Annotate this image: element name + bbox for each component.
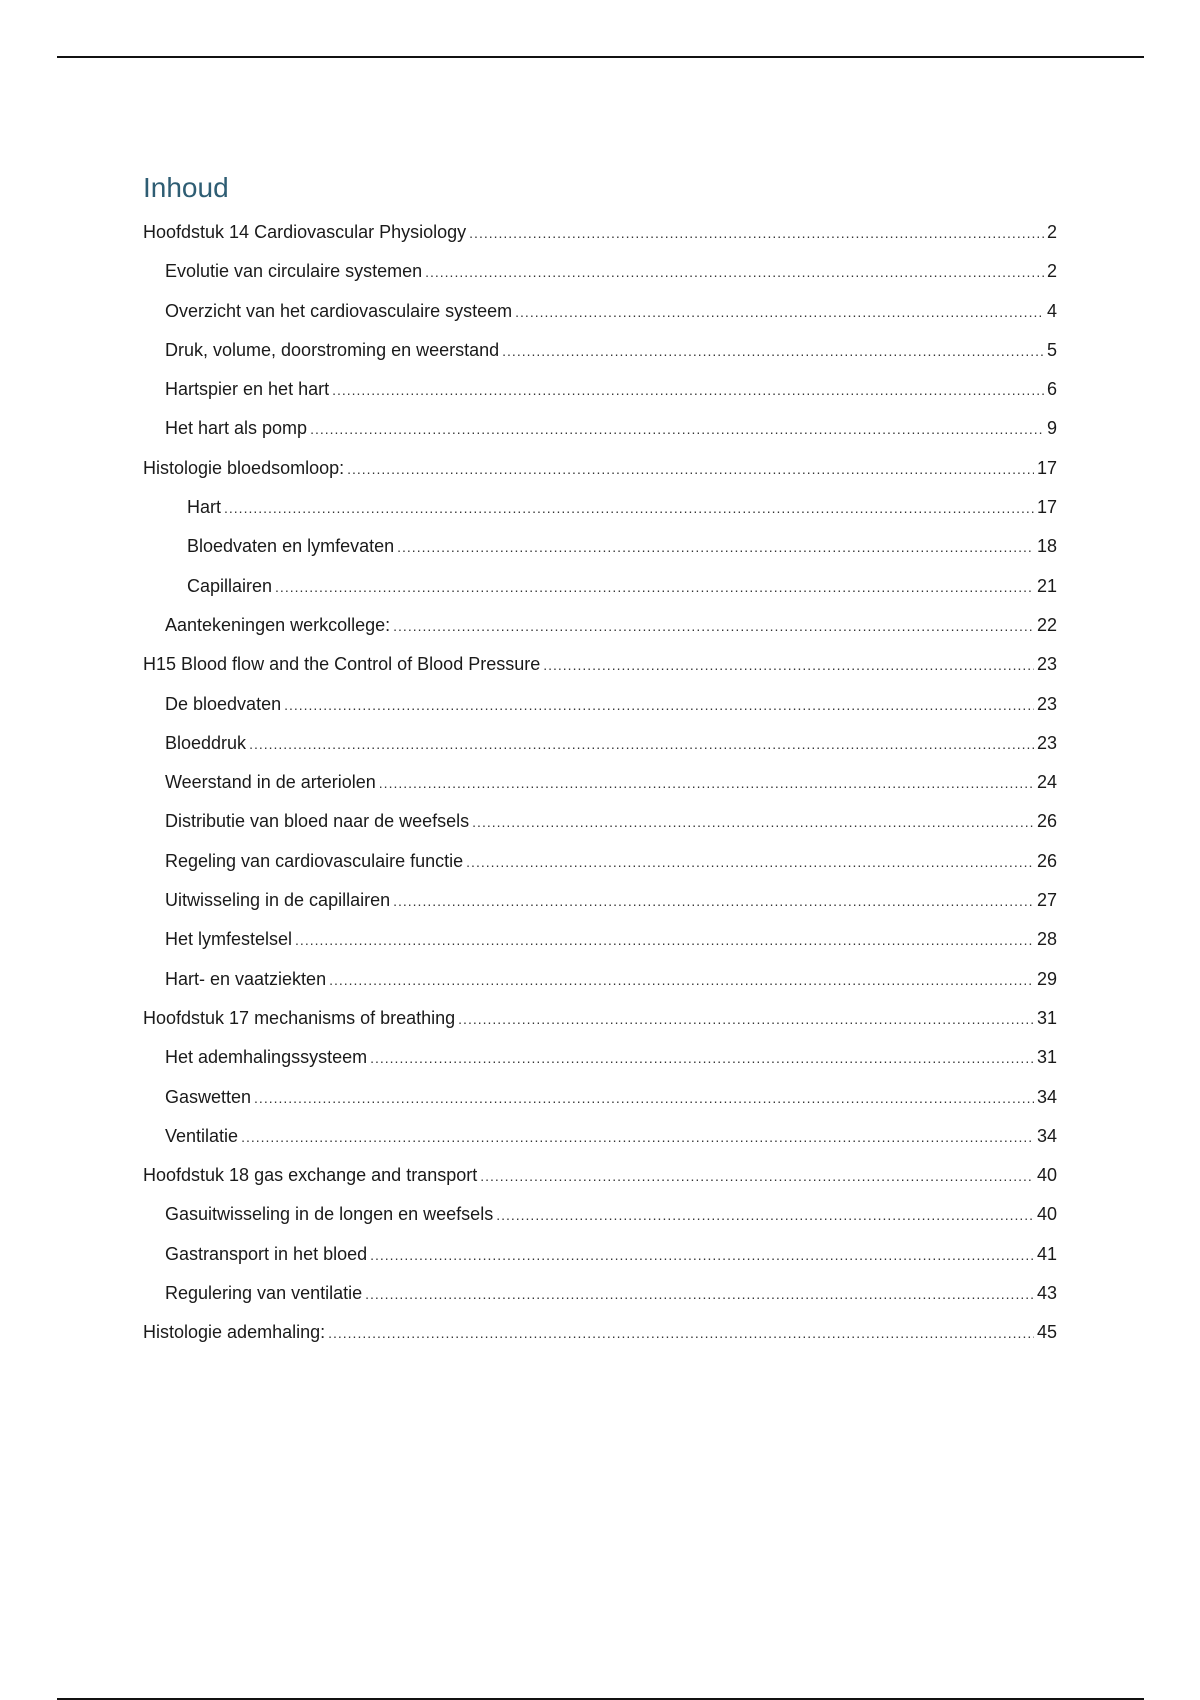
toc-entry-title[interactable]: Hoofdstuk 17 mechanisms of breathing xyxy=(143,1007,456,1028)
toc-dot-leader xyxy=(397,528,1034,567)
toc-entry-title[interactable]: Histologie ademhaling: xyxy=(143,1322,326,1343)
toc-entry-title[interactable]: Het ademhalingssysteem xyxy=(165,1047,368,1068)
toc-entry[interactable] xyxy=(143,763,1057,802)
toc-entry[interactable] xyxy=(143,252,1057,291)
toc-dot-leader xyxy=(393,607,1034,646)
toc-entry[interactable] xyxy=(143,999,1057,1038)
toc-entry-title[interactable]: Ventilatie xyxy=(165,1125,239,1146)
toc-dot-leader xyxy=(370,1039,1034,1078)
toc-entry[interactable] xyxy=(143,685,1057,724)
toc-page-number: 17 xyxy=(1036,497,1057,518)
toc-dot-leader xyxy=(480,1157,1034,1196)
toc-entry-title[interactable]: Bloeddruk xyxy=(165,732,247,753)
toc-entry-title[interactable]: Aantekeningen werkcollege: xyxy=(165,614,391,635)
toc-entry-title[interactable]: Regulering van ventilatie xyxy=(165,1283,363,1304)
toc-entry-title[interactable]: Capillairen xyxy=(187,575,273,596)
toc-dot-leader xyxy=(249,725,1034,764)
toc-page-number: 27 xyxy=(1036,890,1057,911)
toc-page-number: 26 xyxy=(1036,850,1057,871)
toc-page-number: 41 xyxy=(1036,1243,1057,1264)
toc-entry[interactable] xyxy=(143,1195,1057,1234)
toc-entry[interactable] xyxy=(143,1038,1057,1077)
toc-dot-leader xyxy=(329,961,1034,1000)
toc-dot-leader xyxy=(328,1314,1034,1353)
toc-entry[interactable] xyxy=(143,331,1057,370)
toc-page-number: 40 xyxy=(1036,1204,1057,1225)
toc-entry[interactable] xyxy=(143,449,1057,488)
toc-dot-leader xyxy=(502,332,1044,371)
toc-dot-leader xyxy=(254,1079,1034,1118)
toc-page-number: 40 xyxy=(1036,1165,1057,1186)
toc-dot-leader xyxy=(466,843,1034,882)
toc-entry-title[interactable]: Hart xyxy=(187,497,222,518)
toc-entry-title[interactable]: Gastransport in het bloed xyxy=(165,1243,368,1264)
toc-entry[interactable] xyxy=(143,1235,1057,1274)
toc-entry-title[interactable]: Evolutie van circulaire systemen xyxy=(165,261,423,282)
toc-dot-leader xyxy=(365,1275,1034,1314)
toc-list xyxy=(143,213,1057,1353)
toc-page-number: 28 xyxy=(1036,929,1057,950)
table-of-contents xyxy=(143,168,1057,1353)
toc-entry[interactable] xyxy=(143,920,1057,959)
toc-entry[interactable] xyxy=(143,1313,1057,1352)
toc-page-number: 24 xyxy=(1036,772,1057,793)
toc-dot-leader xyxy=(310,410,1044,449)
toc-entry[interactable] xyxy=(143,802,1057,841)
toc-page-number: 45 xyxy=(1036,1322,1057,1343)
toc-entry-title[interactable]: Bloedvaten en lymfevaten xyxy=(187,536,395,557)
toc-page-number: 6 xyxy=(1046,379,1057,400)
toc-dot-leader xyxy=(496,1196,1034,1235)
toc-entry-title[interactable]: H15 Blood flow and the Control of Blood Pressure xyxy=(143,654,541,675)
toc-dot-leader xyxy=(515,293,1044,332)
toc-entry[interactable] xyxy=(143,1078,1057,1117)
toc-entry[interactable] xyxy=(143,213,1057,252)
toc-dot-leader xyxy=(379,764,1034,803)
toc-dot-leader xyxy=(458,1000,1034,1039)
toc-entry[interactable] xyxy=(143,645,1057,684)
toc-page-number: 29 xyxy=(1036,968,1057,989)
toc-page-number: 18 xyxy=(1036,536,1057,557)
toc-entry[interactable] xyxy=(143,606,1057,645)
toc-page-number: 34 xyxy=(1036,1125,1057,1146)
toc-dot-leader xyxy=(425,253,1044,292)
toc-page-number: 31 xyxy=(1036,1007,1057,1028)
toc-entry[interactable] xyxy=(143,1274,1057,1313)
toc-page-number: 2 xyxy=(1046,222,1057,242)
toc-entry-title[interactable]: Het hart als pomp xyxy=(165,418,308,439)
toc-entry[interactable] xyxy=(143,1117,1057,1156)
toc-entry-title[interactable]: Regeling van cardiovasculaire functie xyxy=(165,850,464,871)
toc-page-number: 43 xyxy=(1036,1283,1057,1304)
header-rule xyxy=(57,56,1144,58)
toc-entry-title[interactable]: Hartspier en het hart xyxy=(165,379,330,400)
toc-page-number: 2 xyxy=(1046,261,1057,282)
toc-entry-title[interactable]: De bloedvaten xyxy=(165,693,282,714)
toc-entry[interactable] xyxy=(143,724,1057,763)
toc-dot-leader xyxy=(472,803,1034,842)
toc-dot-leader xyxy=(332,371,1044,410)
toc-page-number: 23 xyxy=(1036,732,1057,753)
toc-dot-leader xyxy=(370,1236,1034,1275)
toc-page-number: 22 xyxy=(1036,614,1057,635)
toc-dot-leader xyxy=(224,489,1034,528)
toc-title: Inhoud xyxy=(143,172,229,203)
toc-page-number: 4 xyxy=(1046,300,1057,321)
toc-entry[interactable] xyxy=(143,960,1057,999)
toc-dot-leader xyxy=(275,568,1034,607)
toc-page-number: 23 xyxy=(1036,654,1057,675)
toc-dot-leader xyxy=(295,921,1034,960)
toc-entry-title[interactable]: Gaswetten xyxy=(165,1086,252,1107)
toc-dot-leader xyxy=(241,1118,1034,1157)
toc-page-number: 34 xyxy=(1036,1086,1057,1107)
toc-dot-leader xyxy=(393,882,1034,921)
toc-entry-title[interactable]: Hoofdstuk 14 Cardiovascular Physiology xyxy=(143,222,467,242)
toc-entry-title[interactable]: Overzicht van het cardiovasculaire systeem xyxy=(165,300,513,321)
toc-page-number: 26 xyxy=(1036,811,1057,832)
toc-entry-title[interactable]: Histologie bloedsomloop: xyxy=(143,457,345,478)
toc-entry[interactable] xyxy=(143,292,1057,331)
toc-page-number: 23 xyxy=(1036,693,1057,714)
toc-entry[interactable] xyxy=(143,567,1057,606)
toc-entry-title[interactable]: Hart- en vaatziekten xyxy=(165,968,327,989)
toc-dot-leader xyxy=(284,686,1034,725)
toc-entry[interactable] xyxy=(143,488,1057,527)
toc-entry-title[interactable]: Gasuitwisseling in de longen en weefsels xyxy=(165,1204,494,1225)
toc-entry[interactable] xyxy=(143,409,1057,448)
toc-entry-title[interactable]: Het lymfestelsel xyxy=(165,929,293,950)
toc-page-number: 5 xyxy=(1046,339,1057,360)
toc-entry[interactable] xyxy=(143,527,1057,566)
toc-entry-title[interactable]: Uitwisseling in de capillairen xyxy=(165,890,391,911)
toc-page-number: 9 xyxy=(1046,418,1057,439)
toc-entry[interactable] xyxy=(143,881,1057,920)
toc-entry-title[interactable]: Hoofdstuk 18 gas exchange and transport xyxy=(143,1165,478,1186)
toc-dot-leader xyxy=(543,646,1034,685)
toc-entry-title[interactable]: Weerstand in de arteriolen xyxy=(165,772,376,793)
toc-entry[interactable] xyxy=(143,842,1057,881)
toc-page-number: 17 xyxy=(1036,457,1057,478)
toc-entry[interactable] xyxy=(143,1156,1057,1195)
toc-entry[interactable] xyxy=(143,370,1057,409)
toc-page-number: 21 xyxy=(1036,575,1057,596)
toc-page-number: 31 xyxy=(1036,1047,1057,1068)
toc-dot-leader xyxy=(347,450,1034,489)
toc-entry-title[interactable]: Distributie van bloed naar de weefsels xyxy=(165,811,470,832)
toc-entry-title[interactable]: Druk, volume, doorstroming en weerstand xyxy=(165,339,500,360)
toc-dot-leader xyxy=(469,214,1044,253)
